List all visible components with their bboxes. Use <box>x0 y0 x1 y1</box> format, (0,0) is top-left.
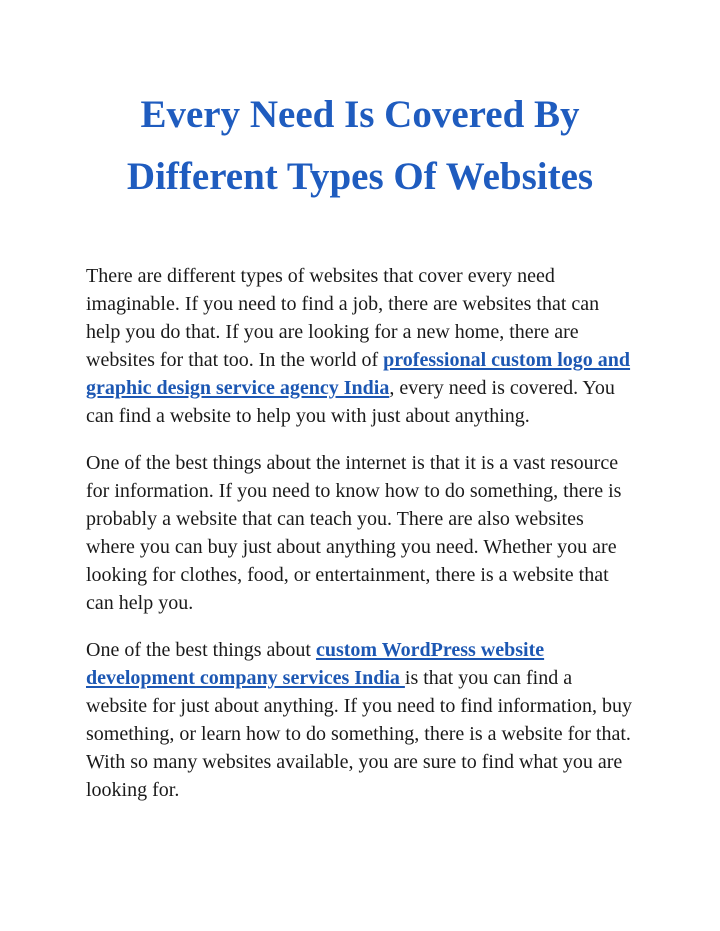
paragraph-3-text-after: is that you can find a website for just about anything. If you need to find information, buy something, or learn how to do something, there is a website for that. With so many websites available, you are sure to find what you are looking for. <box>86 667 633 801</box>
document-body <box>86 262 636 823</box>
paragraph-3-text-before: One of the best things about <box>86 639 316 661</box>
logo-design-service-link[interactable]: professional custom logo and graphic design service agency India <box>86 349 631 399</box>
wordpress-development-link[interactable]: custom WordPress website development company services India <box>86 639 545 689</box>
paragraph-3 <box>86 636 636 804</box>
paragraph-1 <box>86 262 636 430</box>
title-line-2: Different Types Of Websites <box>126 155 594 198</box>
paragraph-2: One of the best things about the internet is that it is a vast resource for information. If you need to know how to do something, there is probably a website that can teach you. There are also websites where you can buy just about anything you need. Whether you are looking for clothes, food, or entertainment, there is a website that can help you. <box>86 452 622 614</box>
paragraph-1-text-after: , every need is covered. You can find a website to help you with just about anything. <box>86 377 615 427</box>
title-line-1: Every Need Is Covered By <box>140 93 580 136</box>
paragraph-1-text-before: There are different types of websites that cover every need imaginable. If you need to find a job, there are websites that can help you do that. If you are looking for a new home, there are websites for that too. In the world of <box>86 265 600 371</box>
page-title <box>60 84 660 208</box>
